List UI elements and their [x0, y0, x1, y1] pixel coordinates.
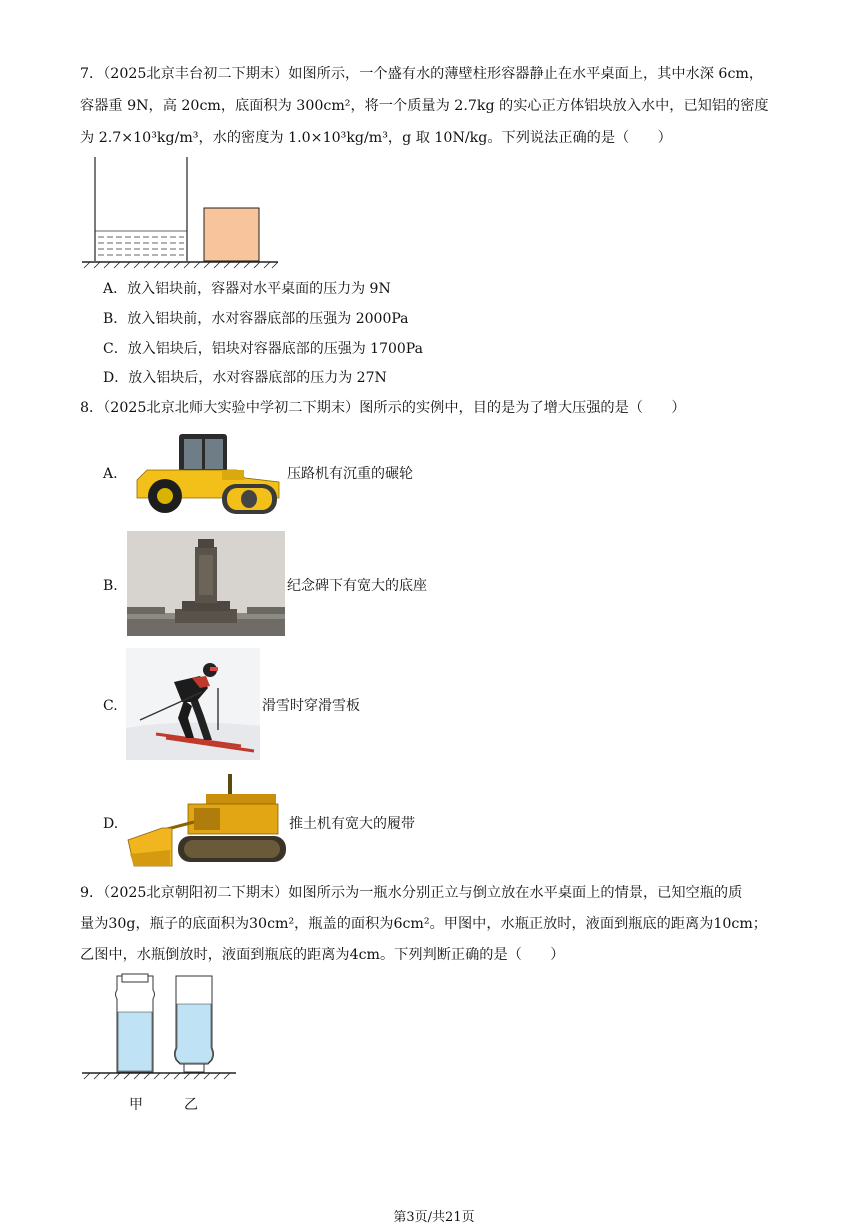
monument-image [127, 531, 285, 636]
q9-label-yi: 乙 [184, 1097, 198, 1113]
q8-option-a-letter[interactable]: A. [103, 466, 118, 482]
q9-stem-line-1: 9．（2025北京朝阳初二下期末）如图所示为一瓶水分别正立与倒立放在水平桌面上的情景，已知空瓶的质 [80, 885, 743, 901]
q8-option-b-caption: 纪念碑下有宽大的底座 [287, 578, 427, 594]
q8-option-d-letter[interactable]: D. [103, 816, 119, 832]
q7-stem-line-2: 容器重 9N，高 20cm，底面积为 300cm²，将一个质量为 2.7kg 的实心正方体铝块放入水中，已知铝的密度 [80, 98, 769, 114]
q9-stem-line-2: 量为30g，瓶子的底面积为30cm²，瓶盖的面积为6cm²。甲图中，水瓶正放时，液面到瓶底的距离为10cm； [80, 916, 767, 932]
page-footer: 第3页/共21页 [393, 1210, 475, 1225]
q8-stem: 8．（2025北京北师大实验中学初二下期末）图所示的实例中，目的是为了增大压强的是（ ） [80, 400, 686, 416]
q9-stem-line-3: 乙图中，水瓶倒放时，液面到瓶底的距离为4cm。下列判断正确的是（ ） [80, 947, 565, 963]
q7-option-d[interactable]: D．放入铝块后，水对容器底部的压力为 27N [103, 370, 387, 386]
q8-option-d-caption: 推土机有宽大的履带 [289, 816, 415, 832]
q7-stem-line-3: 为 2.7×10³kg/m³，水的密度为 1.0×10³kg/m³，g 取 10N/kg。下列说法正确的是（ ） [80, 130, 672, 146]
skier-image [126, 648, 260, 760]
q8-option-c-caption: 滑雪时穿滑雪板 [262, 698, 360, 714]
q8-option-c-letter[interactable]: C. [103, 698, 118, 714]
q7-option-a[interactable]: A．放入铝块前，容器对水平桌面的压力为 9N [103, 281, 391, 297]
q9-bottle-figure [80, 972, 240, 1087]
bulldozer-image [126, 770, 288, 872]
road-roller-image [127, 430, 287, 518]
q8-option-a-caption: 压路机有沉重的碾轮 [287, 466, 413, 482]
q7-option-b[interactable]: B．放入铝块前，水对容器底部的压强为 2000Pa [103, 311, 409, 327]
q7-stem-line-1: 7．（2025北京丰台初二下期末）如图所示，一个盛有水的薄壁柱形容器静止在水平桌面上，其中水深 6cm， [80, 66, 764, 82]
q9-label-jia: 甲 [129, 1097, 143, 1113]
q8-option-b-letter[interactable]: B. [103, 578, 118, 594]
q7-container-figure [80, 155, 280, 270]
q7-option-c[interactable]: C．放入铝块后，铝块对容器底部的压强为 1700Pa [103, 341, 423, 357]
q7-aluminum-block [204, 208, 259, 261]
